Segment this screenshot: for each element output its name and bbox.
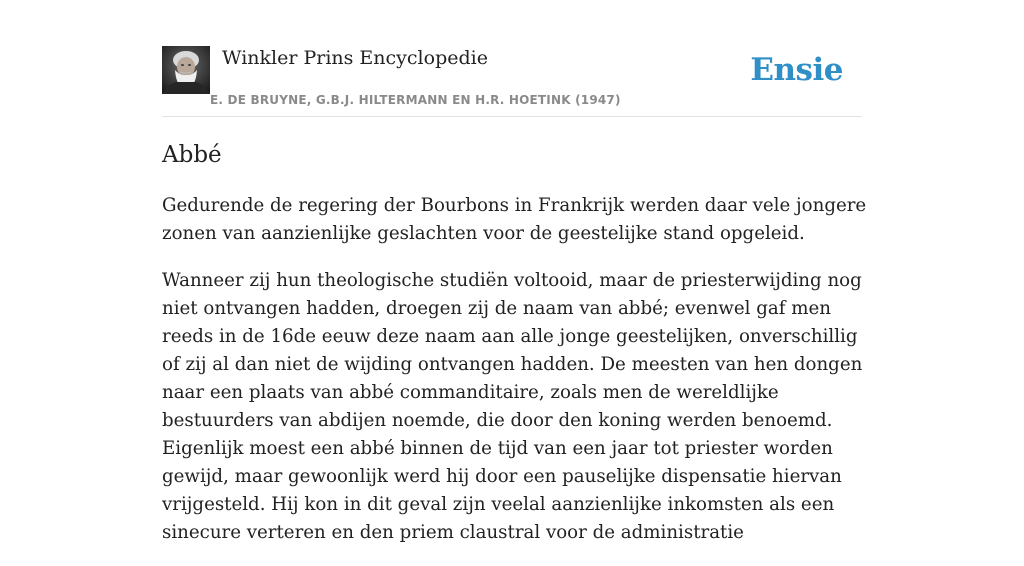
article-title: Abbé	[162, 142, 222, 168]
article-paragraph: Wanneer zij hun theologische studiën voltooid, maar de priesterwijding nog niet ontvangen hadden, droegen zij de naam van abbé; evenwel gaf men reeds in de 16de eeuw deze naam aan alle jonge geestelijken, onverschillig of zij al dan niet de wijding ontvangen hadden. De meesten van hen dongen naar een plaats van abbé commanditaire, zoals men de wereldlijke bestuurders van abdijen noemde, die door den koning werden benoemd. Eigenlijk moest een abbé binnen de tijd van een jaar tot priester worden gewijd, maar gewoonlijk werd hij door een pauselijke dispensatie hiervan vrijgesteld. Hij kon in dit geval zijn veelal aanzienlijke inkomsten als een sinecure verteren en den priem claustral voor de administratie	[162, 270, 863, 543]
portrait-image	[162, 46, 210, 94]
book-title[interactable]: Winkler Prins Encyclopedie	[222, 47, 488, 69]
author-portrait-icon[interactable]	[162, 46, 210, 94]
authors-line: E. DE BRUYNE, G.B.J. HILTERMANN EN H.R. HOETINK (1947)	[210, 93, 621, 107]
article-paragraph: Gedurende de regering der Bourbons in Frankrijk werden daar vele jongere zonen van aanzienlijke geslachten voor de geestelijke stand opgeleid.	[162, 195, 867, 244]
header	[162, 46, 862, 117]
article-body	[162, 192, 874, 566]
ensie-logo-link[interactable]: Ensie	[750, 52, 843, 88]
